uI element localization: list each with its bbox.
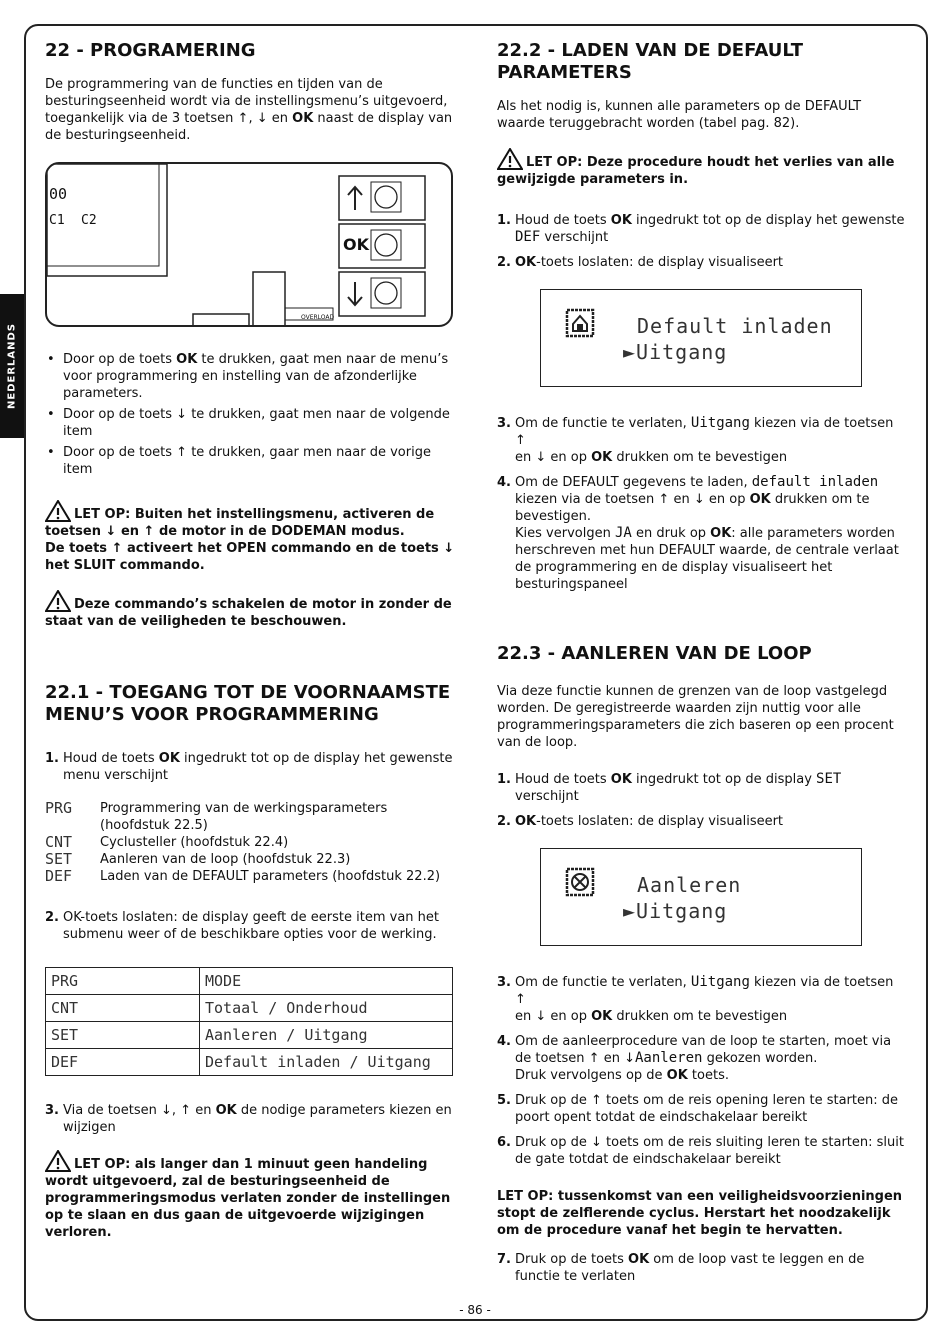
- arrow-down-icon: ↓: [176, 407, 188, 422]
- list-item: 2. OK-toets loslaten: de display geeft de eerste item van het submenu weer of de beschikbare opties voor de werking.: [45, 910, 439, 942]
- list-item: 4. Om de aanleerprocedure van de loop te starten, moet via de toetsen ↑ en ↓Aanleren gekozen worden. Druk vervolgens op de OK toets.: [497, 1034, 892, 1083]
- right-column: [497, 40, 907, 1285]
- arrow-up-icon: ↑: [237, 111, 249, 126]
- list-item: 7. Druk op de toets OK om de loop vast te leggen en de functie te verlaten: [497, 1252, 865, 1284]
- board-overload-label: OVERLOAD: [301, 314, 335, 321]
- table-row: SET Aanleren / Uitgang: [46, 1022, 453, 1049]
- intro-22-3: Via deze functie kunnen de grenzen van de loop vastgelegd worden. De geregistreerde waarden zijn nuttig voor alle programmeringsparameters die zich baseren op een procent van de loop.: [497, 684, 894, 750]
- lcd-line-1: Default inladen: [637, 314, 833, 338]
- board-ok-button-label: OK: [343, 235, 369, 254]
- abbr-row: DEF Laden van de DEFAULT parameters (hoofdstuk 22.2): [45, 867, 441, 885]
- list-item: 5. Druk op de ↑ toets om de reis opening leren te starten: de poort opent totdat de eindschakelaar bereikt: [497, 1093, 899, 1125]
- page-number: - 86 -: [459, 1303, 491, 1317]
- list-item: 3. Om de functie te verlaten, Uitgang kiezen via de toetsen ↑ en ↓ en op OK drukken om te bevestigen: [497, 415, 894, 465]
- list-item: 4. Om de DEFAULT gegevens te laden, default inladen kiezen via de toetsen ↑ en ↓ en op OK drukken om te bevestigen. Kies vervolgen JA en druk op OK: alle parameters worden herschreven met hun DEFAULT waarde, de centrale verlaat de programmering en de display visualiseert het besturingspaneel: [497, 474, 899, 592]
- warning-timeout: LET OP: als langer dan 1 minuut geen handeling wordt uitgevoerd, zal de besturingseenheid de programmeringsmodus verlaten zonder de instellingen op te slaan en dus gaan de uitgevoerde wijzigingen verloren.: [45, 1150, 455, 1241]
- lcd-line-1: Aanleren: [637, 873, 742, 897]
- list-item: • Door op de toets ↑ te drukken, gaar men naar de vorige item: [45, 444, 455, 478]
- list-item: 1. Houd de toets OK ingedrukt tot op de display het gewenste menu verschijnt: [45, 751, 453, 783]
- language-tab-label: NEDERLANDS: [6, 322, 18, 410]
- table-row: PRG MODE: [46, 968, 453, 995]
- warning-dodeman: LET OP: Buiten het instellingsmenu, activeren de toetsen ↓ en ↑ de motor in de DODEMAN modus. De toets ↑ activeert het OPEN commando en de toets ↓ het SLUIT commando.: [45, 500, 455, 574]
- left-column: [45, 40, 455, 1241]
- arrow-down-icon: ↓: [256, 111, 268, 126]
- steps-22-3-c: [497, 1251, 907, 1285]
- section-title-22-2: 22.2 - LADEN VAN DE DEFAULT PARAMETERS: [497, 40, 804, 83]
- learn-cycle-icon: [565, 867, 595, 897]
- list-item: 1. Houd de toets OK ingedrukt tot op de display SET verschijnt: [497, 771, 842, 804]
- steps-22-2-b: [497, 415, 907, 593]
- menu-table: [45, 967, 453, 1076]
- board-c2-label: C2: [81, 213, 97, 228]
- abbr-row: PRG Programmering van de werkingsparameters (hoofdstuk 22.5): [45, 799, 388, 833]
- board-led-label: 00: [49, 185, 68, 203]
- warning-icon: [45, 500, 71, 522]
- section-title-22-3: 22.3 - AANLEREN VAN DE LOOP: [497, 643, 812, 664]
- steps-22-1: [45, 750, 455, 784]
- list-item: • Door op de toets OK te drukken, gaat men naar de menu’s voor programmering en instelling van de afzonderlijke parameters.: [45, 351, 455, 402]
- table-row: DEF Default inladen / Uitgang: [46, 1049, 453, 1076]
- intro-22-2: Als het nodig is, kunnen alle parameters op de DEFAULT waarde teruggebracht worden (tabel pag. 82).: [497, 99, 862, 131]
- lcd-line-2: ►Uitgang: [623, 899, 728, 923]
- steps-22-3: [497, 771, 907, 830]
- warning-safety: Deze commando’s schakelen de motor in zonder de staat van de veiligheden te beschouwen.: [45, 590, 455, 630]
- list-item: 6. Druk op de ↓ toets om de reis sluiting leren te starten: sluit de gate totdat de eindschakelaar bereikt: [497, 1135, 904, 1167]
- list-item: • Door op de toets ↓ te drukken, gaat men naar de volgende item: [45, 406, 455, 440]
- key-bullet-list: [45, 351, 455, 478]
- list-item: 3. Via de toetsen ↓, ↑ en OK de nodige parameters kiezen en wijzigen: [45, 1103, 452, 1135]
- steps-22-1-b: [45, 909, 455, 943]
- warning-default-loss: LET OP: Deze procedure houdt het verlies van alle gewijzigde parameters in.: [497, 148, 907, 188]
- abbr-row: CNT Cyclusteller (hoofdstuk 22.4): [45, 833, 289, 851]
- arrow-up-icon: ↑: [176, 445, 188, 460]
- lcd-display-learn: [540, 848, 862, 946]
- list-item: 2. OK-toets loslaten: de display visualiseert: [497, 255, 784, 270]
- language-tab: [0, 294, 24, 438]
- section-title-22: 22 - PROGRAMERING: [45, 40, 256, 61]
- board-c1-label: C1: [49, 213, 65, 228]
- lcd-line-2: ►Uitgang: [623, 340, 728, 364]
- warning-safety-stop: LET OP: tussenkomst van een veiligheidsvoorzieningen stopt de zelflerende cyclus. Herstart het noodzakelijk om de procedure vanaf het begin te hervatten.: [497, 1189, 903, 1238]
- list-item: 2. OK-toets loslaten: de display visualiseert: [497, 814, 784, 829]
- home-reset-icon: [565, 308, 595, 338]
- intro-paragraph: De programmering van de functies en tijden van de besturingseenheid wordt via de instellingsmenu’s uitgevoerd, toegankelijk via de 3 toetsen ↑, ↓ en OK naast de display van de besturingseenheid.: [45, 77, 453, 143]
- control-board-diagram: [45, 162, 453, 327]
- warning-icon: [45, 1150, 71, 1172]
- warning-icon: [45, 590, 71, 612]
- board-drawing: [47, 164, 453, 327]
- table-row: CNT Totaal / Onderhoud: [46, 995, 453, 1022]
- steps-22-3-b: [497, 974, 907, 1168]
- list-item: 3. Om de functie te verlaten, Uitgang kiezen via de toetsen ↑ en ↓ en op OK drukken om te bevestigen: [497, 974, 894, 1024]
- warning-icon: [497, 148, 523, 170]
- menu-abbreviation-list: [45, 800, 455, 885]
- steps-22-2: [497, 212, 907, 271]
- section-title-22-1: 22.1 - TOEGANG TOT DE VOORNAAMSTE MENU’S VOOR PROGRAMMERING: [45, 682, 451, 725]
- steps-22-1-c: [45, 1102, 455, 1136]
- abbr-row: SET Aanleren van de loop (hoofdstuk 22.3): [45, 850, 351, 868]
- list-item: 1. Houd de toets OK ingedrukt tot op de display het gewenste DEF verschijnt: [497, 213, 905, 245]
- lcd-display-default: [540, 289, 862, 387]
